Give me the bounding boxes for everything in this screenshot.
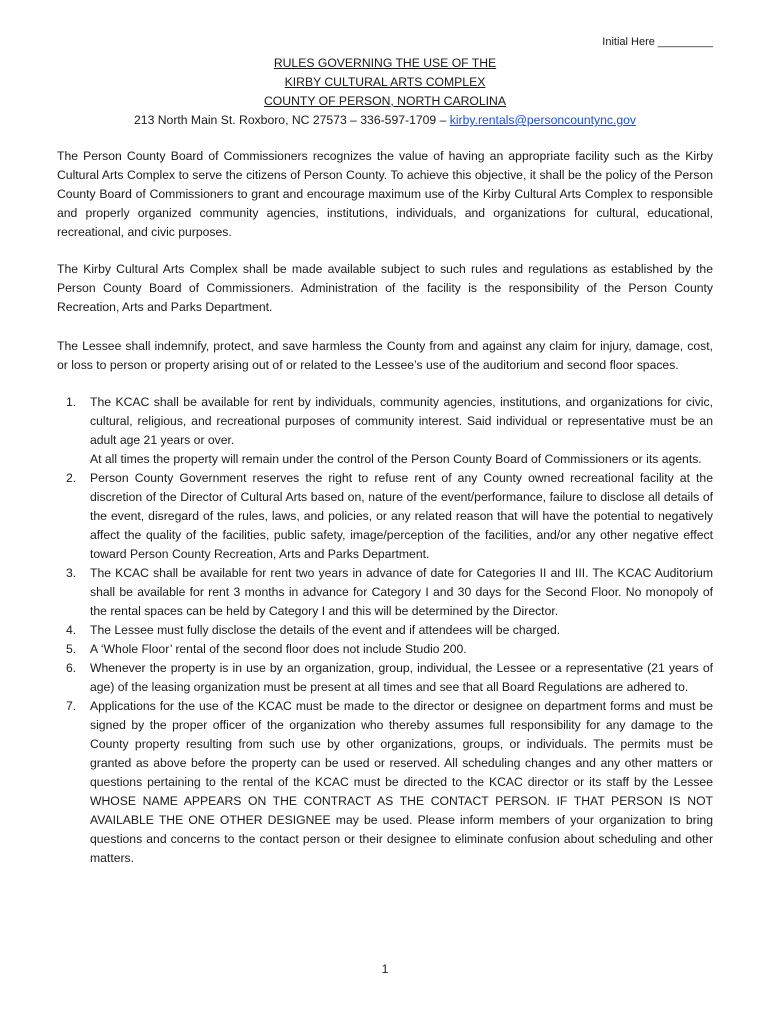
list-text: Applications for the use of the KCAC must be made to the director or designee on department forms and must be signed by the proper officer of the organization who thereby assumes full responsibility for any damage to the County property resulting from such use by other organizations, groups, or individuals. The permits must be granted as above before the property can be used or reserved. All scheduling changes and any other matters or questions pertaining to the rental of the KCAC must be directed to the KCAC director or its staff by the Lessee WHOSE NAME APPEARS ON THE CONTRACT AS THE CONTACT PERSON. IF THAT PERSON IS NOT AVAILABLE THE ONE OTHER DESIGNEE may be used. Please inform members of your organization to bring questions and concerns to the contact person or their designee to eliminate confusion about scheduling and other matters. bbox=[90, 699, 713, 865]
document-header bbox=[0, 54, 770, 130]
list-number: 2. bbox=[66, 471, 77, 485]
paragraph-administration: The Kirby Cultural Arts Complex shall be made available subject to such rules and regulations as established by the Person County Board of Commissioners. Administration of the facility is the responsibility of the Person County Recreation, Arts and Parks Department. bbox=[57, 262, 713, 314]
list-text: Whenever the property is in use by an organization, group, individual, the Lessee or a representative (21 years of age) of the leasing organization must be present at all times and see that all Board Regulations are adhered to. bbox=[90, 661, 713, 694]
email-link[interactable]: kirby.rentals@personcountync.gov bbox=[449, 113, 636, 127]
list-item bbox=[57, 697, 713, 868]
initial-here-line: Initial Here _________ bbox=[602, 36, 713, 48]
list-number: 5. bbox=[66, 642, 77, 656]
list-text: The KCAC shall be available for rent by individuals, community agencies, institutions, and organizations for civic, cultural, religious, and recreational purposes of community interest. Said individual or representative must be an adult age 21 years or over. bbox=[90, 395, 713, 447]
address-text: 213 North Main St. Roxboro, NC 27573 – 336-597-1709 – bbox=[134, 113, 450, 127]
list-number: 1. bbox=[66, 395, 77, 409]
list-item bbox=[57, 393, 713, 469]
address-line bbox=[0, 111, 770, 130]
paragraph-policy: The Person County Board of Commissioners recognizes the value of having an appropriate facility such as the Kirby Cultural Arts Complex to serve the citizens of Person County. To achieve this objective, it shall be the policy of the Person County Board of Commissioners to grant and encourage maximum use of the Kirby Cultural Arts Complex to responsible and properly organized community agencies, institutions, individuals, and organizations for cultural, educational, recreational, and civic purposes. bbox=[57, 149, 713, 239]
list-text: The Lessee must fully disclose the details of the event and if attendees will be charged. bbox=[90, 623, 561, 637]
page-number: 1 bbox=[381, 962, 389, 976]
rules-list bbox=[57, 393, 713, 868]
list-item bbox=[57, 469, 713, 564]
title-line-2: KIRBY CULTURAL ARTS COMPLEX bbox=[284, 75, 486, 89]
title-line-1: RULES GOVERNING THE USE OF THE bbox=[273, 56, 497, 70]
list-number: 6. bbox=[66, 661, 77, 675]
title-line-3: COUNTY OF PERSON, NORTH CAROLINA bbox=[264, 94, 506, 108]
list-item bbox=[57, 621, 713, 640]
list-item bbox=[57, 659, 713, 697]
list-item bbox=[57, 564, 713, 621]
list-number: 4. bbox=[66, 623, 77, 637]
list-item bbox=[57, 640, 713, 659]
list-text: Person County Government reserves the right to refuse rent of any County owned recreational facility at the discretion of the Director of Cultural Arts based on, nature of the event/performance, failure to disclose all details of the event, disregard of the rules, laws, and policies, or any related reason that will have the potential to negatively affect the quality of the facilities, public safety, image/perception of the facilities, and/or any other negative effect toward Person County Recreation, Arts and Parks Department. bbox=[90, 471, 713, 561]
paragraph-indemnify: The Lessee shall indemnify, protect, and save harmless the County from and against any claim for injury, damage, cost, or loss to person or property arising out of or related to the Lessee’s use of the auditorium and second floor spaces. bbox=[57, 339, 713, 372]
list-number: 7. bbox=[66, 699, 77, 713]
list-text: The KCAC shall be available for rent two years in advance of date for Categories II and III. The KCAC Auditorium shall be available for rent 3 months in advance for Category I and 30 days for the Second Floor. No monopoly of the rental spaces can be held by Category I and this will be determined by the Director. bbox=[90, 566, 713, 618]
list-text-continued: At all times the property will remain under the control of the Person County Board of Commissioners or its agents. bbox=[90, 452, 702, 466]
list-text: A ‘Whole Floor’ rental of the second floor does not include Studio 200. bbox=[90, 642, 467, 656]
list-number: 3. bbox=[66, 566, 77, 580]
